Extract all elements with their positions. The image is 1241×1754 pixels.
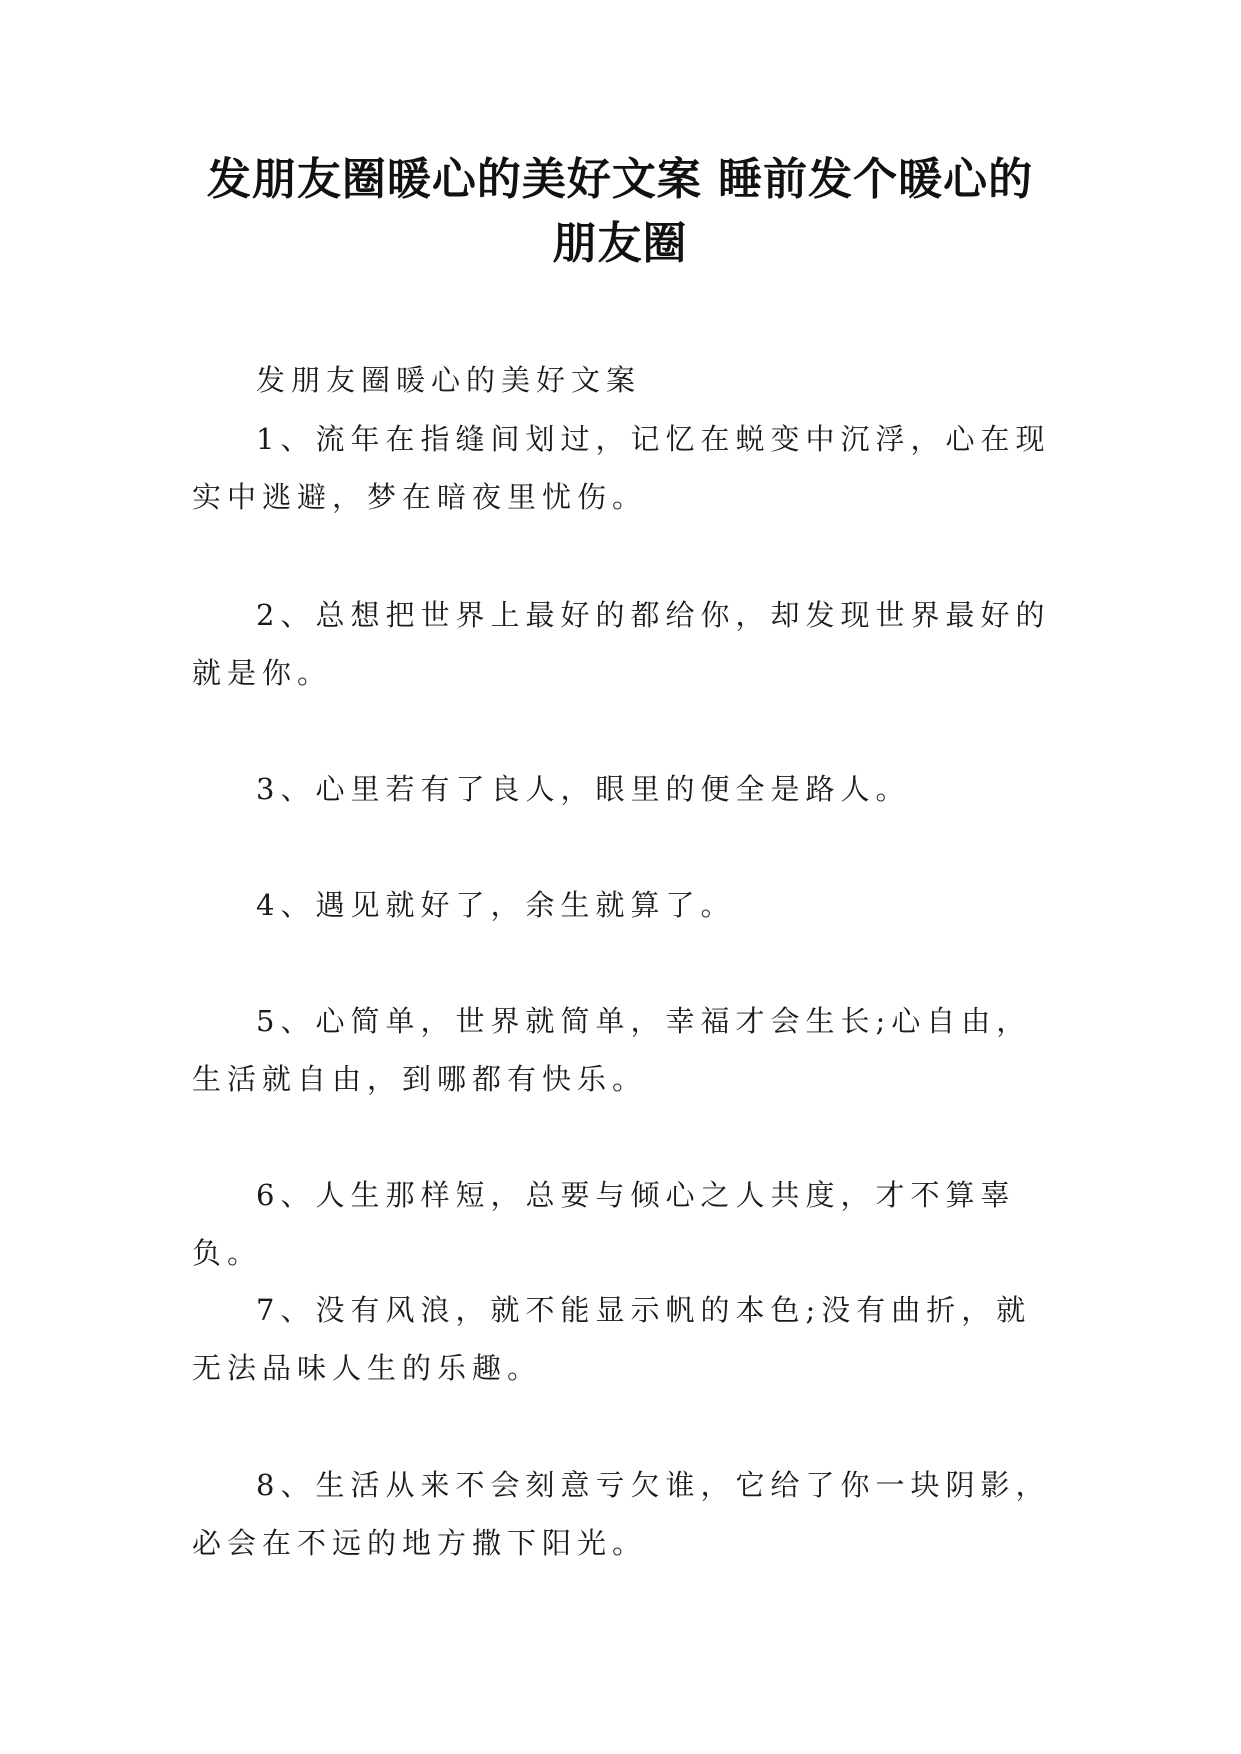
paragraph-1: 1、流年在指缝间划过，记忆在蜕变中沉浮，心在现实中逃避，梦在暗夜里忧伤。 <box>192 422 1051 514</box>
document-title <box>160 148 1080 276</box>
paragraph-3: 3、心里若有了良人，眼里的便全是路人。 <box>256 772 911 806</box>
document-title-line-1: 发朋友圈暖心的美好文案 睡前发个暖心的 <box>206 154 1034 205</box>
paragraph-4: 4、遇见就好了，余生就算了。 <box>256 888 736 922</box>
paragraph-5: 5、心简单，世界就简单，幸福才会生长;心自由，生活就自由，到哪都有快乐。 <box>192 1004 1032 1096</box>
document-title-line-2: 朋友圈 <box>552 218 688 269</box>
section-heading: 发朋友圈暖心的美好文案 <box>256 363 642 397</box>
paragraph-6: 6、人生那样短，总要与倾心之人共度，才不算辜负。 <box>192 1178 1016 1270</box>
paragraph-8: 8、生活从来不会刻意亏欠谁，它给了你一块阴影，必会在不远的地方撒下阳光。 <box>192 1468 1051 1560</box>
paragraph-2: 2、总想把世界上最好的都给你，却发现世界最好的就是你。 <box>192 598 1051 690</box>
paragraph-7: 7、没有风浪，就不能显示帆的本色;没有曲折，就无法品味人生的乐趣。 <box>192 1293 1032 1385</box>
